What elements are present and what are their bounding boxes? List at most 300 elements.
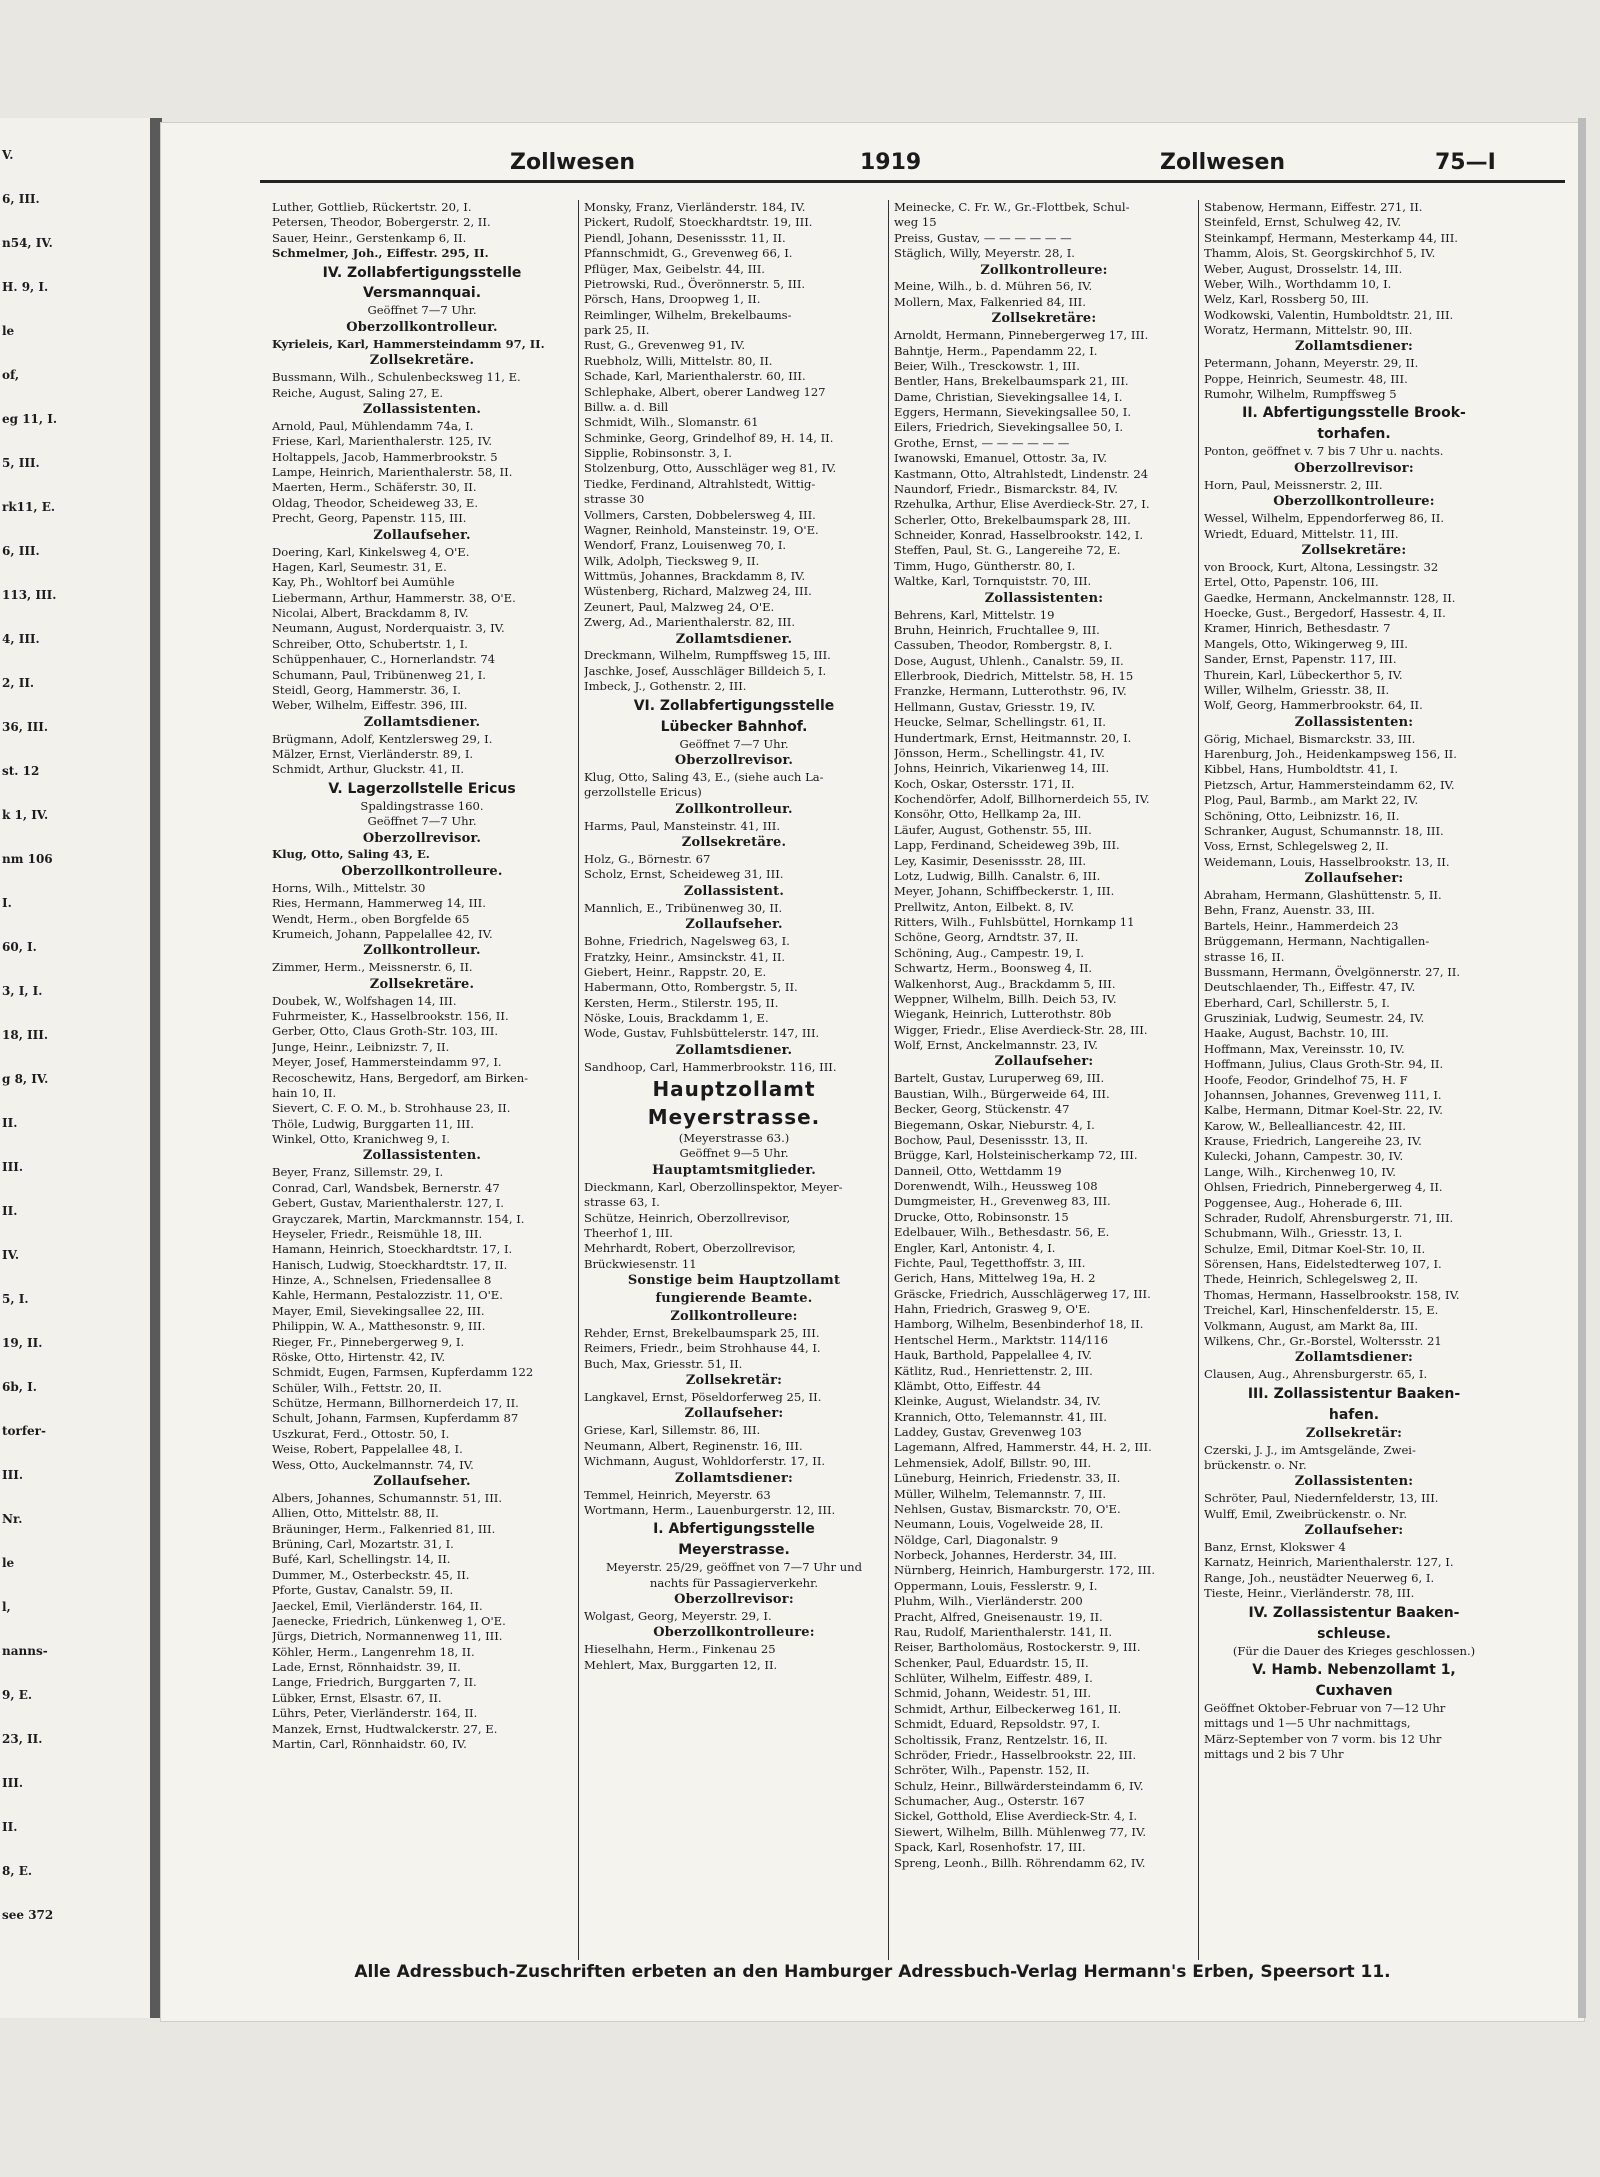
directory-entry: Willer, Wilhelm, Griesstr. 38, II. bbox=[1204, 682, 1390, 697]
prev-page-fragment: nm 106 bbox=[2, 852, 53, 866]
directory-entry: Wulff, Emil, Zweibrückenstr. o. Nr. bbox=[1204, 1506, 1408, 1521]
subsection-heading: Oberzollkontrolleure. bbox=[341, 863, 503, 879]
directory-entry: Nürnberg, Heinrich, Hamburgerstr. 172, III. bbox=[894, 1563, 1156, 1578]
directory-entry: weg 15 bbox=[894, 215, 937, 230]
directory-entry: Neumann, August, Norderquaistr. 3, IV. bbox=[272, 621, 505, 636]
subsection-heading: Zollamtsdiener. bbox=[363, 714, 481, 730]
directory-entry: Thurein, Karl, Lübeckerthor 5, IV. bbox=[1204, 667, 1403, 682]
subsection-heading: Oberzollkontrolleur. bbox=[346, 319, 498, 335]
directory-entry: Martin, Carl, Rönnhaidstr. 60, IV. bbox=[272, 1736, 467, 1751]
subsection-heading: Sonstige beim Hauptzollamt bbox=[627, 1273, 841, 1289]
directory-entry: Schmidt, Arthur, Gluckstr. 41, II. bbox=[272, 762, 465, 777]
directory-entry: Edelbauer, Wilh., Bethesdastr. 56, E. bbox=[894, 1225, 1110, 1240]
directory-entry: mittags und 1—5 Uhr nachmittags, bbox=[1204, 1716, 1411, 1731]
directory-entry: Habermann, Otto, Rombergstr. 5, II. bbox=[584, 980, 798, 995]
subsection-heading: Zollamtsdiener. bbox=[675, 1042, 793, 1058]
directory-entry: Prellwitz, Anton, Eilbekt. 8, IV. bbox=[894, 899, 1075, 914]
directory-entry: Franzke, Hermann, Lutterothstr. 96, IV. bbox=[894, 684, 1127, 699]
directory-entry: Eberhard, Carl, Schillerstr. 5, I. bbox=[1204, 995, 1390, 1010]
directory-entry: Stabenow, Hermann, Eiffestr. 271, II. bbox=[1204, 200, 1423, 214]
directory-entry: hain 10, II. bbox=[272, 1085, 337, 1100]
directory-entry: Hamborg, Wilhelm, Besenbinderhof 18, II. bbox=[894, 1317, 1144, 1332]
section-heading: V. Lagerzollstelle Ericus bbox=[328, 780, 516, 797]
section-heading: VI. Zollabfertigungsstelle bbox=[633, 697, 835, 714]
directory-entry: Mehlert, Max, Burggarten 12, II. bbox=[584, 1657, 778, 1672]
prev-page-fragment: 5, I. bbox=[2, 1292, 29, 1306]
prev-page-fragment: eg 11, I. bbox=[2, 412, 58, 426]
directory-entry: Cassuben, Theodor, Rombergstr. 8, I. bbox=[894, 638, 1113, 653]
directory-entry: Schöning, Otto, Leibnizstr. 16, II. bbox=[1204, 808, 1400, 823]
directory-entry: Volkmann, August, am Markt 8a, III. bbox=[1204, 1318, 1419, 1333]
directory-entry: Brüning, Carl, Mozartstr. 31, I. bbox=[272, 1537, 454, 1552]
prev-page-fragment: III. bbox=[2, 1160, 24, 1174]
directory-entry: Klug, Otto, Saling 43, E. bbox=[272, 847, 430, 862]
directory-entry: Pietrowski, Rud., Överönnerstr. 5, III. bbox=[584, 276, 806, 291]
directory-entry: Steidl, Georg, Hammerstr. 36, I. bbox=[272, 682, 461, 697]
directory-entry: Tiedke, Ferdinand, Altrahlstedt, Wittig- bbox=[584, 476, 816, 491]
prev-page-fragment: 8, E. bbox=[2, 1864, 33, 1878]
directory-entry: Hinze, A., Schnelsen, Friedensallee 8 bbox=[272, 1273, 492, 1288]
prev-page-fragment: torfer- bbox=[2, 1424, 46, 1438]
directory-entry: Philippin, W. A., Matthesonstr. 9, III. bbox=[272, 1319, 486, 1334]
directory-entry: Doering, Karl, Kinkelsweg 4, O'E. bbox=[272, 544, 470, 559]
column-divider bbox=[888, 200, 889, 1960]
directory-entry: Wagner, Reinhold, Mansteinstr. 19, O'E. bbox=[584, 522, 819, 537]
directory-entry: Dame, Christian, Sievekingsallee 14, I. bbox=[894, 389, 1123, 404]
directory-entry: Precht, Georg, Papenstr. 115, III. bbox=[272, 511, 467, 526]
section-heading: hafen. bbox=[1328, 1406, 1380, 1423]
subsection-heading: fungierende Beamte. bbox=[655, 1291, 813, 1307]
directory-entry: Timm, Hugo, Güntherstr. 80, I. bbox=[894, 558, 1076, 573]
directory-entry: Karnatz, Heinrich, Marienthalerstr. 127, I. bbox=[1204, 1555, 1454, 1570]
directory-entry: Kibbel, Hans, Humboldtstr. 41, I. bbox=[1204, 762, 1399, 777]
directory-entry: Jürgs, Dietrich, Normannenweg 11, III. bbox=[272, 1629, 503, 1644]
section-heading: IV. Zollabfertigungsstelle bbox=[322, 264, 522, 281]
directory-entry: Tieste, Heinr., Vierländerstr. 78, III. bbox=[1204, 1586, 1415, 1601]
directory-entry: Hellmann, Gustav, Griesstr. 19, IV. bbox=[894, 699, 1096, 714]
directory-entry: Schmidt, Eugen, Farmsen, Kupferdamm 122 bbox=[272, 1365, 534, 1380]
directory-entry: Gräscke, Friedrich, Ausschlägerweg 17, III. bbox=[894, 1286, 1151, 1301]
prev-page-fragment: Nr. bbox=[2, 1512, 23, 1526]
directory-entry: Imbeck, J., Gothenstr. 2, III. bbox=[584, 679, 747, 694]
directory-entry: Gaedke, Hermann, Anckelmannstr. 128, II. bbox=[1204, 590, 1456, 605]
directory-entry: Beyer, Franz, Sillemstr. 29, I. bbox=[272, 1165, 444, 1180]
prev-page-fragment: 6, III. bbox=[2, 192, 40, 206]
directory-entry: Theerhof 1, III. bbox=[584, 1225, 673, 1240]
section-heading: Lübecker Bahnhof. bbox=[660, 718, 808, 735]
directory-entry: Krumeich, Johann, Pappelallee 42, IV. bbox=[272, 926, 493, 941]
directory-entry: Bohne, Friedrich, Nagelsweg 63, I. bbox=[584, 934, 790, 949]
directory-entry: Wortmann, Herm., Lauenburgerstr. 12, III. bbox=[584, 1502, 836, 1517]
directory-entry: Hoecke, Gust., Bergedorf, Hassestr. 4, II. bbox=[1204, 606, 1446, 621]
office-title: Hauptzollamt bbox=[652, 1077, 816, 1102]
subsection-heading: Zollamtsdiener. bbox=[675, 631, 793, 647]
directory-entry: Rzehulka, Arthur, Elise Averdieck-Str. 27, I. bbox=[894, 497, 1150, 512]
subsection-heading: Zollaufseher. bbox=[373, 527, 471, 543]
directory-entry: Wodkowski, Valentin, Humboldtstr. 21, III. bbox=[1204, 307, 1454, 322]
directory-entry: Zwerg, Ad., Marienthalerstr. 82, III. bbox=[584, 615, 796, 630]
section-heading: Cuxhaven bbox=[1315, 1682, 1393, 1699]
directory-entry: Schminke, Georg, Grindelhof 89, H. 14, II. bbox=[584, 430, 834, 445]
directory-entry: Lehmensiek, Adolf, Billstr. 90, III. bbox=[894, 1455, 1092, 1470]
page-header bbox=[160, 150, 1585, 184]
header-right-title: Zollwesen bbox=[1160, 150, 1286, 175]
prev-page-fragment: III. bbox=[2, 1468, 24, 1482]
directory-entry: Bentler, Hans, Brekelbaumspark 21, III. bbox=[894, 374, 1129, 389]
directory-entry: Billw. a. d. Bill bbox=[584, 399, 669, 414]
directory-entry: Schneider, Konrad, Hasselbrookstr. 142, I. bbox=[894, 528, 1144, 543]
section-heading: schleuse. bbox=[1317, 1625, 1391, 1642]
directory-entry: Lübker, Ernst, Elsastr. 67, II. bbox=[272, 1690, 442, 1705]
directory-entry: Hentschel Herm., Marktstr. 114/116 bbox=[894, 1332, 1108, 1347]
subsection-heading: Zollamtsdiener: bbox=[675, 1470, 793, 1486]
directory-entry: Müller, Wilhelm, Telemannstr. 7, III. bbox=[894, 1486, 1107, 1501]
directory-entry: Sandhoop, Carl, Hammerbrookstr. 116, III. bbox=[584, 1059, 837, 1074]
directory-entry: Jaenecke, Friedrich, Lünkenweg 1, O'E. bbox=[272, 1613, 506, 1628]
directory-entry: Kastmann, Otto, Altrahlstedt, Lindenstr. 24 bbox=[894, 466, 1149, 481]
subsection-heading: Zollassistenten: bbox=[1294, 1474, 1414, 1490]
directory-entry: Rieger, Fr., Pinnebergerweg 9, I. bbox=[272, 1334, 465, 1349]
directory-entry: Horns, Wilh., Mittelstr. 30 bbox=[272, 880, 426, 895]
directory-entry: Behrens, Karl, Mittelstr. 19 bbox=[894, 607, 1055, 622]
directory-entry: von Broock, Kurt, Altona, Lessingstr. 32 bbox=[1204, 559, 1439, 574]
directory-entry: Schütze, Heinrich, Oberzollrevisor, bbox=[584, 1210, 791, 1225]
directory-entry: Heucke, Selmar, Schellingstr. 61, II. bbox=[894, 715, 1106, 730]
directory-entry: Harms, Paul, Mansteinstr. 41, III. bbox=[584, 818, 781, 833]
directory-entry: Biegemann, Oskar, Nieburstr. 4, I. bbox=[894, 1117, 1095, 1132]
page-edge-shadow bbox=[1578, 118, 1586, 2018]
directory-entry: strasse 63, I. bbox=[584, 1195, 660, 1210]
directory-entry: Mehrhardt, Robert, Oberzollrevisor, bbox=[584, 1241, 796, 1256]
directory-entry: Vollmers, Carsten, Dobbelersweg 4, III. bbox=[584, 507, 816, 522]
directory-entry: Piendl, Johann, Desenissstr. 11, II. bbox=[584, 230, 786, 245]
directory-entry: Rumohr, Wilhelm, Rumpffsweg 5 bbox=[1204, 387, 1397, 402]
directory-entry: Bräuninger, Herm., Falkenried 81, III. bbox=[272, 1521, 496, 1536]
directory-entry: Scholz, Ernst, Scheideweg 31, III. bbox=[584, 867, 784, 882]
subsection-heading: Oberzollkontrolleure: bbox=[1273, 494, 1435, 510]
directory-entry: Kulecki, Johann, Campestr. 30, IV. bbox=[1204, 1149, 1404, 1164]
directory-entry: Danneil, Otto, Wettdamm 19 bbox=[894, 1163, 1062, 1178]
subsection-heading: Oberzollrevisor: bbox=[674, 1592, 794, 1608]
prev-page-fragment: II. bbox=[2, 1116, 18, 1130]
directory-entry: Behn, Franz, Auenstr. 33, III. bbox=[1204, 903, 1375, 918]
directory-entry: Weise, Robert, Pappelallee 48, I. bbox=[272, 1442, 463, 1457]
subsection-heading: Zollsekretäre. bbox=[681, 835, 787, 851]
directory-entry: Mayer, Emil, Sievekingsallee 22, III. bbox=[272, 1303, 485, 1318]
directory-entry: Fuhrmeister, K., Hasselbrookstr. 156, II. bbox=[272, 1009, 509, 1024]
section-heading: V. Hamb. Nebenzollamt 1, bbox=[1252, 1661, 1456, 1678]
directory-entry: Fichte, Paul, Tegetthoffstr. 3, III. bbox=[894, 1255, 1086, 1270]
directory-entry: Reimlinger, Wilhelm, Brekelbaums- bbox=[584, 307, 792, 322]
directory-entry: Lapp, Ferdinand, Scheideweg 39b, III. bbox=[894, 838, 1120, 853]
directory-entry: Neumann, Louis, Vogelweide 28, II. bbox=[894, 1517, 1104, 1532]
prev-page-fragment: k 1, IV. bbox=[2, 808, 49, 822]
directory-entry: Spreng, Leonh., Billh. Röhrendamm 62, IV. bbox=[894, 1855, 1146, 1870]
directory-entry: Bussmann, Hermann, Övelgönnerstr. 27, II. bbox=[1204, 964, 1461, 979]
directory-entry: Dorenwendt, Wilh., Heussweg 108 bbox=[894, 1179, 1098, 1194]
prev-page-fragment: g 8, IV. bbox=[2, 1072, 49, 1086]
directory-entry: Reiche, August, Saling 27, E. bbox=[272, 385, 444, 400]
directory-entry: Ohlsen, Friedrich, Pinnebergerweg 4, II. bbox=[1204, 1180, 1443, 1195]
header-year: 1919 bbox=[860, 150, 922, 175]
publisher-footer: Alle Adressbuch-Zuschriften erbeten an den Hamburger Adressbuch-Verlag Hermann's Erben, Speersort 11. bbox=[354, 1962, 1391, 1982]
prev-page-fragment: of, bbox=[2, 368, 20, 382]
directory-entry: Bahntje, Herm., Papendamm 22, I. bbox=[894, 343, 1098, 358]
prev-page-fragment: nanns- bbox=[2, 1644, 48, 1658]
subsection-heading: Zollsekretäre. bbox=[369, 976, 475, 992]
directory-entry: Steinkampf, Hermann, Mesterkamp 44, III. bbox=[1204, 230, 1458, 245]
directory-entry: Walkenhorst, Aug., Brackdamm 5, III. bbox=[894, 976, 1116, 991]
prev-page-fragment: 6b, I. bbox=[2, 1380, 37, 1394]
section-note: nachts für Passagierverkehr. bbox=[649, 1575, 819, 1590]
section-note: Spaldingstrasse 160. bbox=[360, 798, 484, 813]
subsection-heading: Zollsekretäre. bbox=[369, 353, 475, 369]
directory-entry: strasse 30 bbox=[584, 492, 645, 507]
prev-page-fragment: 5, III. bbox=[2, 456, 40, 470]
directory-entry: Pfannschmidt, G., Grevenweg 66, I. bbox=[584, 246, 793, 261]
prev-page-fragment: II. bbox=[2, 1820, 18, 1834]
prev-page-fragment: 36, III. bbox=[2, 720, 49, 734]
directory-entry: Mangels, Otto, Wikingerweg 9, III. bbox=[1204, 636, 1408, 651]
directory-entry: Allien, Otto, Mittelstr. 88, II. bbox=[272, 1506, 439, 1521]
directory-entry: Lade, Ernst, Rönnhaidstr. 39, II. bbox=[272, 1660, 461, 1675]
directory-entry: Bartels, Heinr., Hammerdeich 23 bbox=[1204, 918, 1399, 933]
directory-entry: Dieckmann, Karl, Oberzollinspektor, Meyer- bbox=[584, 1179, 843, 1194]
subsection-heading: Zollaufseher. bbox=[685, 917, 783, 933]
directory-entry: Hanisch, Ludwig, Stoeckhardtstr. 17, II. bbox=[272, 1257, 508, 1272]
directory-entry: Pickert, Rudolf, Stoeckhardtstr. 19, III. bbox=[584, 215, 813, 230]
directory-entry: Luther, Gottlieb, Rückertstr. 20, I. bbox=[272, 200, 472, 214]
directory-entry: Ries, Hermann, Hammerweg 14, III. bbox=[272, 896, 486, 911]
directory-entry: Schade, Karl, Marienthalerstr. 60, III. bbox=[584, 369, 806, 384]
directory-entry: Karow, W., Bellealliancestr. 42, III. bbox=[1204, 1118, 1406, 1133]
directory-entry: Ertel, Otto, Papenstr. 106, III. bbox=[1204, 575, 1379, 590]
directory-entry: Arnoldt, Hermann, Pinnebergerweg 17, III. bbox=[894, 328, 1149, 343]
directory-entry: Schütze, Hermann, Billhornerdeich 17, II. bbox=[272, 1396, 519, 1411]
section-note: Geöffnet 7—7 Uhr. bbox=[679, 736, 789, 751]
directory-entry: Lampe, Heinrich, Marienthalerstr. 58, II. bbox=[272, 465, 513, 480]
directory-entry: Langkavel, Ernst, Pöseldorferweg 25, II. bbox=[584, 1390, 822, 1405]
directory-entry: Beier, Wilh., Tresckowstr. 1, III. bbox=[894, 358, 1080, 373]
directory-entry: Hoofe, Feodor, Grindelhof 75, H. F bbox=[1204, 1072, 1408, 1087]
directory-entry: Krause, Friedrich, Langereihe 23, IV. bbox=[1204, 1134, 1422, 1148]
directory-entry: Scholtissik, Franz, Rentzelstr. 16, II. bbox=[894, 1732, 1108, 1747]
directory-entry: Nöske, Louis, Brackdamm 1, E. bbox=[584, 1011, 769, 1025]
directory-entry: Plog, Paul, Barmb., am Markt 22, IV. bbox=[1204, 793, 1419, 808]
directory-entry: Kalbe, Hermann, Ditmar Koel-Str. 22, IV. bbox=[1204, 1103, 1443, 1118]
directory-entry: Nöldge, Carl, Diagonalstr. 9 bbox=[894, 1532, 1059, 1547]
directory-entry: Brückwiesenstr. 11 bbox=[584, 1256, 697, 1271]
directory-entry: Ellerbrook, Diedrich, Mittelstr. 58, H. 15 bbox=[894, 669, 1134, 684]
directory-entry: Siewert, Wilhelm, Billh. Mühlenweg 77, IV. bbox=[894, 1824, 1147, 1839]
prev-page-fragment: rk11, E. bbox=[2, 500, 56, 514]
directory-entry: Schmidt, Arthur, Eilbeckerweg 161, II. bbox=[894, 1701, 1122, 1716]
subsection-heading: Zollaufseher: bbox=[1304, 1523, 1404, 1539]
directory-entry: Drucke, Otto, Robinsonstr. 15 bbox=[894, 1209, 1069, 1224]
directory-entry: Thomas, Hermann, Hasselbrookstr. 158, IV. bbox=[1204, 1287, 1460, 1302]
subsection-heading: Zollassistenten: bbox=[984, 590, 1104, 606]
directory-entry: Heyseler, Friedr., Reismühle 18, III. bbox=[272, 1226, 483, 1241]
directory-entry: Schlephake, Albert, oberer Landweg 127 bbox=[584, 384, 826, 399]
directory-entry: Jaeckel, Emil, Vierländerstr. 164, II. bbox=[272, 1598, 483, 1613]
directory-entry: Weber, Wilhelm, Eiffestr. 396, III. bbox=[272, 698, 468, 713]
directory-entry: Naundorf, Friedr., Bismarckstr. 84, IV. bbox=[894, 481, 1118, 496]
directory-entry: Stolzenburg, Otto, Ausschläger weg 81, IV. bbox=[584, 461, 837, 476]
directory-entry: Deutschlaender, Th., Eiffestr. 47, IV. bbox=[1204, 980, 1416, 995]
directory-entry: Spack, Karl, Rosenhofstr. 17, III. bbox=[894, 1840, 1086, 1855]
directory-entry: Bochow, Paul, Desenissstr. 13, II. bbox=[894, 1132, 1089, 1147]
directory-entry: Schlüter, Wilhelm, Eiffestr. 489, I. bbox=[894, 1671, 1093, 1686]
directory-entry: mittags und 2 bis 7 Uhr bbox=[1204, 1746, 1344, 1761]
directory-entry: Schröder, Friedr., Hasselbrookstr. 22, III. bbox=[894, 1747, 1137, 1762]
directory-entry: Sipplie, Robinsonstr. 3, I. bbox=[584, 446, 732, 460]
directory-entry: Stäglich, Willy, Meyerstr. 28, I. bbox=[894, 246, 1075, 261]
subsection-heading: Oberzollkontrolleure: bbox=[653, 1625, 815, 1641]
prev-page-fragment: II. bbox=[2, 1204, 18, 1218]
directory-entry: Wolf, Georg, Hammerbrookstr. 64, II. bbox=[1204, 698, 1423, 713]
directory-entry: Kätlitz, Rud., Henriettenstr. 2, III. bbox=[894, 1363, 1093, 1378]
directory-entry: Holtappels, Jacob, Hammerbrookstr. 5 bbox=[272, 449, 498, 464]
directory-entry: Wigger, Friedr., Elise Averdieck-Str. 28, III. bbox=[894, 1022, 1148, 1037]
directory-entry: Gebert, Gustav, Marienthalerstr. 127, I. bbox=[272, 1196, 504, 1211]
directory-entry: Pflüger, Max, Geibelstr. 44, III. bbox=[584, 261, 765, 276]
directory-entry: Nicolai, Albert, Brackdamm 8, IV. bbox=[272, 606, 469, 621]
column-1 bbox=[272, 200, 572, 1960]
directory-entry: Sievert, C. F. O. M., b. Strohhause 23, II. bbox=[272, 1101, 511, 1116]
directory-entry: Horn, Paul, Meissnerstr. 2, III. bbox=[1204, 477, 1383, 492]
directory-entry: Nehlsen, Gustav, Bismarckstr. 70, O'E. bbox=[894, 1501, 1121, 1516]
directory-entry: Hieselhahn, Herm., Finkenau 25 bbox=[584, 1642, 776, 1657]
section-heading: Meyerstrasse. bbox=[678, 1542, 790, 1559]
directory-entry: Schulze, Emil, Ditmar Koel-Str. 10, II. bbox=[1204, 1241, 1426, 1256]
directory-entry: Wendorf, Franz, Louisenweg 70, I. bbox=[584, 538, 787, 553]
directory-entry: Neumann, Albert, Reginenstr. 16, III. bbox=[584, 1438, 803, 1453]
directory-entry: Dose, August, Uhlenh., Canalstr. 59, II. bbox=[894, 653, 1124, 668]
directory-entry: Dreckmann, Wilhelm, Rumpffsweg 15, III. bbox=[584, 648, 831, 663]
directory-entry: Griese, Karl, Sillemstr. 86, III. bbox=[584, 1423, 761, 1438]
directory-entry: Koch, Oskar, Ostersstr. 171, II. bbox=[894, 776, 1075, 791]
directory-entry: Schmidt, Eduard, Repsoldstr. 97, I. bbox=[894, 1717, 1101, 1732]
directory-entry: Röske, Otto, Hirtenstr. 42, IV. bbox=[272, 1349, 446, 1364]
subsection-heading: Zollaufseher: bbox=[994, 1054, 1094, 1070]
directory-entry: Läufer, August, Gothenstr. 55, III. bbox=[894, 822, 1092, 837]
directory-entry: Dummer, M., Osterbeckstr. 45, II. bbox=[272, 1567, 470, 1582]
directory-entry: Schöne, Georg, Arndtstr. 37, II. bbox=[894, 930, 1079, 945]
directory-entry: Becker, Georg, Stückenstr. 47 bbox=[894, 1102, 1070, 1117]
directory-entry: Ruebholz, Willi, Mittelstr. 80, II. bbox=[584, 353, 773, 368]
section-note: (Meyerstrasse 63.) bbox=[678, 1131, 790, 1146]
directory-entry: Bruhn, Heinrich, Fruchtallee 9, III. bbox=[894, 622, 1100, 637]
directory-entry: Wendt, Herm., oben Borgfelde 65 bbox=[272, 911, 470, 926]
directory-entry: Hahn, Friedrich, Grasweg 9, O'E. bbox=[894, 1302, 1091, 1317]
column-3 bbox=[894, 200, 1194, 1960]
directory-entry: gerzollstelle Ericus) bbox=[584, 785, 702, 800]
directory-entry: Schüler, Wilh., Fettstr. 20, II. bbox=[272, 1380, 442, 1395]
directory-entry: brückenstr. o. Nr. bbox=[1204, 1457, 1307, 1472]
directory-entry: Petersen, Theodor, Bobergerstr. 2, II. bbox=[272, 215, 491, 230]
directory-entry: Voss, Ernst, Schlegelsweg 2, II. bbox=[1204, 839, 1389, 854]
directory-entry: Rau, Rudolf, Marienthalerstr. 141, II. bbox=[894, 1624, 1113, 1639]
directory-entry: Schmidt, Wilh., Slomanstr. 61 bbox=[584, 415, 759, 430]
directory-entry: Wolf, Ernst, Anckelmannstr. 23, IV. bbox=[894, 1038, 1098, 1053]
directory-entry: Pracht, Alfred, Gneisenaustr. 19, II. bbox=[894, 1609, 1103, 1624]
directory-entry: Görig, Michael, Bismarckstr. 33, III. bbox=[1204, 731, 1416, 746]
prev-page-fragment: 4, III. bbox=[2, 632, 40, 646]
directory-entry: Rust, G., Grevenweg 91, IV. bbox=[584, 338, 746, 353]
directory-entry: Schröter, Paul, Niedernfelderstr, 13, III. bbox=[1204, 1491, 1439, 1506]
directory-entry: Range, Joh., neustädter Neuerweg 6, I. bbox=[1204, 1570, 1435, 1585]
directory-entry: Holz, G., Börnestr. 67 bbox=[584, 852, 711, 867]
directory-entry: Klämbt, Otto, Eiffestr. 44 bbox=[894, 1378, 1041, 1393]
subsection-heading: Zollsekretäre: bbox=[991, 311, 1097, 327]
directory-entry: Schubmann, Wilh., Griesstr. 13, I. bbox=[1204, 1226, 1403, 1241]
directory-entry: Gerber, Otto, Claus Groth-Str. 103, III. bbox=[272, 1024, 499, 1039]
directory-entry: Fratzky, Heinr., Amsinckstr. 41, II. bbox=[584, 949, 786, 964]
directory-entry: Johns, Heinrich, Vikarienweg 14, III. bbox=[894, 761, 1110, 776]
directory-entry: Hoffmann, Max, Vereinsstr. 10, IV. bbox=[1204, 1041, 1405, 1056]
directory-entry: Zeunert, Paul, Malzweg 24, O'E. bbox=[584, 599, 775, 614]
directory-entry: Welz, Karl, Rossberg 50, III. bbox=[1204, 292, 1370, 307]
directory-entry: Hauk, Barthold, Pappelallee 4, IV. bbox=[894, 1348, 1092, 1363]
subsection-heading: Oberzollrevisor: bbox=[1294, 460, 1414, 476]
directory-entry: Buch, Max, Griesstr. 51, II. bbox=[584, 1356, 743, 1371]
directory-entry: Weber, August, Drosselstr. 14, III. bbox=[1204, 261, 1403, 276]
directory-entry: Pörsch, Hans, Droopweg 1, II. bbox=[584, 292, 761, 307]
subsection-heading: Zollsekretäre: bbox=[1301, 542, 1407, 558]
directory-entry: Harenburg, Joh., Heidenkampsweg 156, II. bbox=[1204, 747, 1457, 762]
section-note: Geöffnet 7—7 Uhr. bbox=[367, 303, 477, 318]
prev-page-fragment: 3, I, I. bbox=[2, 984, 43, 998]
prev-page-fragment: 60, I. bbox=[2, 940, 37, 954]
directory-entry: Hoffmann, Julius, Claus Groth-Str. 94, II. bbox=[1204, 1057, 1444, 1072]
directory-entry: Laddey, Gustav, Grevenweg 103 bbox=[894, 1425, 1082, 1440]
directory-entry: Wichmann, August, Wohldorferstr. 17, II. bbox=[584, 1454, 826, 1469]
directory-entry: Conrad, Carl, Wandsbek, Bernerstr. 47 bbox=[272, 1180, 500, 1195]
prev-page-fragment: IV. bbox=[2, 1248, 20, 1262]
previous-page-edge bbox=[0, 118, 156, 2018]
directory-entry: Meyer, Johann, Schiffbeckerstr. 1, III. bbox=[894, 884, 1115, 899]
prev-page-fragment: 18, III. bbox=[2, 1028, 49, 1042]
directory-entry: Winkel, Otto, Kranichweg 9, I. bbox=[272, 1132, 450, 1147]
directory-entry: Weppner, Wilhelm, Billh. Deich 53, IV. bbox=[894, 991, 1117, 1006]
directory-entry: Reiser, Bartholomäus, Rostockerstr. 9, III. bbox=[894, 1640, 1141, 1655]
prev-page-fragment: H. 9, I. bbox=[2, 280, 49, 294]
directory-entry: Scherler, Otto, Brekelbaumspark 28, III. bbox=[894, 512, 1131, 527]
directory-entry: Mollern, Max, Falkenried 84, III. bbox=[894, 294, 1086, 309]
directory-entry: Weidemann, Louis, Hasselbrookstr. 13, II. bbox=[1204, 854, 1450, 869]
section-heading: I. Abfertigungsstelle bbox=[653, 1521, 815, 1538]
directory-entry: Wüstenberg, Richard, Malzweg 24, III. bbox=[584, 584, 812, 599]
directory-entry: Sauer, Heinr., Gerstenkamp 6, II. bbox=[272, 230, 467, 245]
directory-entry: Giebert, Heinr., Rappstr. 20, E. bbox=[584, 964, 767, 979]
directory-entry: Preiss, Gustav, — — — — — — bbox=[894, 230, 1072, 245]
subsection-heading: Zollkontrolleur. bbox=[675, 801, 793, 817]
directory-entry: Friese, Karl, Marienthalerstr. 125, IV. bbox=[272, 434, 493, 449]
subsection-heading: Zollamtsdiener: bbox=[1295, 1350, 1413, 1366]
directory-entry: Dumgmeister, H., Grevenweg 83, III. bbox=[894, 1194, 1111, 1209]
directory-entry: Lange, Friedrich, Burggarten 7, II. bbox=[272, 1675, 477, 1690]
directory-entry: Schmid, Johann, Weidestr. 51, III. bbox=[894, 1686, 1092, 1701]
subsection-heading: Zollaufseher. bbox=[373, 1473, 471, 1489]
directory-entry: Wiegank, Heinrich, Lutterothstr. 80b bbox=[894, 1007, 1112, 1022]
directory-entry: Hagen, Karl, Seumestr. 31, E. bbox=[272, 559, 447, 574]
directory-entry: Sickel, Gotthold, Elise Averdieck-Str. 4, I. bbox=[894, 1809, 1137, 1824]
prev-page-fragment: 23, II. bbox=[2, 1732, 43, 1746]
directory-entry: Wilk, Adolph, Tiecksweg 9, II. bbox=[584, 553, 760, 568]
directory-entry: Uszkurat, Ferd., Ottostr. 50, I. bbox=[272, 1426, 450, 1441]
directory-entry: Petermann, Johann, Meyerstr. 29, II. bbox=[1204, 356, 1419, 371]
directory-entry: Schwartz, Herm., Boonsweg 4, II. bbox=[894, 961, 1093, 976]
